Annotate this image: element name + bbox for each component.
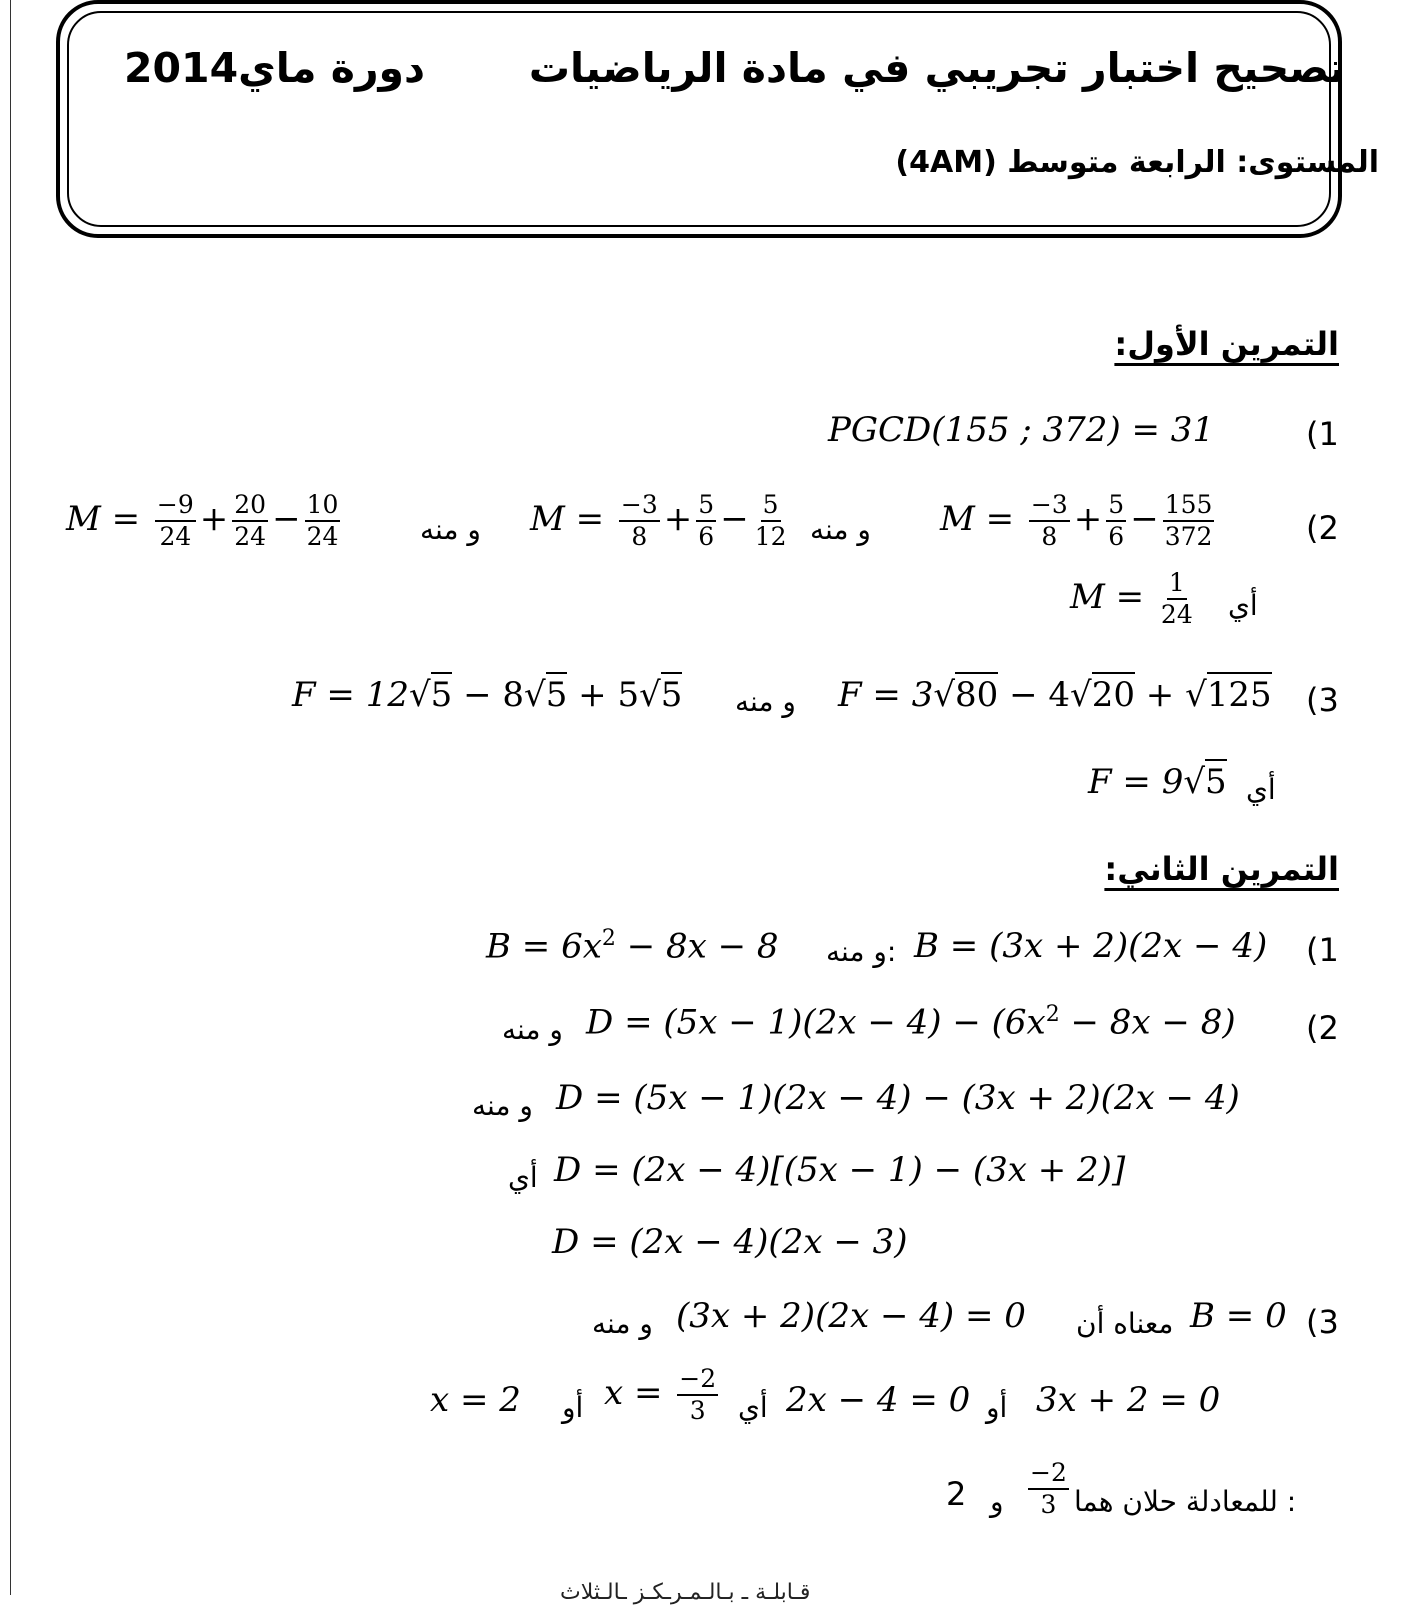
ex1-q2-expr-b: M = $\frac{-3}{8}$ + $\frac{5}{6}$ − $\frac{5}{12}$	[530, 490, 787, 551]
ex2-q1-and: و منه:	[826, 935, 897, 968]
ex2-q3-means: معناه أن	[1076, 1307, 1174, 1340]
header-frame	[56, 0, 1342, 238]
ex1-q3-and: و منه	[735, 685, 796, 718]
ex2-q3-or-1: أو	[986, 1391, 1008, 1424]
ex2-q2-line-2-and: و منه	[472, 1089, 533, 1122]
ex1-q2-expr-c: M = $\frac{-9}{24}$ + $\frac{20}{24}$ − $\frac{10}{24}$	[66, 490, 339, 551]
ex2-q3-and: و منه	[592, 1307, 653, 1340]
ex1-q2-and-2: و منه	[420, 513, 481, 546]
session-label: دورة ماي2014	[124, 44, 426, 92]
ex2-q1-expr-left: B = (3x + 2)(2x − 4)	[914, 926, 1268, 966]
ex2-q2-line-2: D = (5x − 1)(2x − 4) − (3x + 2)(2x − 4)	[556, 1078, 1240, 1118]
ex2-q3-ie: أي	[738, 1391, 768, 1424]
ex2-q3-conclusion: للمعادلة حلان هما :	[1074, 1485, 1297, 1518]
ex2-q3-product: (3x + 2)(2x − 4) = 0	[676, 1296, 1026, 1336]
ex2-q2-line-3-ie: أي	[508, 1161, 538, 1194]
footer-cutoff-text: قـابلـة ـ بـالـمـرـكـز ـالـثلاث	[560, 1580, 811, 1605]
ex1-q1-number: (1	[1306, 415, 1339, 453]
ex2-q1-number: (1	[1306, 931, 1339, 969]
ex2-q3-condition: B = 0	[1190, 1296, 1287, 1336]
ex1-q2-ie: أي	[1228, 589, 1258, 622]
page-title: تصحيح اختبار تجريبي في مادة الرياضيات	[528, 44, 1345, 92]
ex2-q3-conclusion-frac: $\frac{-2}{3}$	[1030, 1458, 1067, 1519]
ex2-q3-number: (3	[1306, 1303, 1339, 1341]
ex2-q1-expr-right: $B = 6x^2 - 8x - 8$	[486, 926, 779, 967]
ex1-q1-expression: PGCD(155 ; 372) = 31	[828, 410, 1215, 450]
ex2-q3-or-2: أو	[562, 1391, 584, 1424]
ex2-q2-line-1-and: و منه	[502, 1013, 563, 1046]
ex2-q3-sol-2: x = 2	[430, 1380, 521, 1420]
ex2-q3-eq-2: 2x − 4 = 0	[786, 1380, 971, 1420]
ex2-q3-conclusion-two: 2	[946, 1475, 967, 1513]
ex1-q2-and-1: و منه	[810, 513, 871, 546]
ex2-q3-eq-1: 3x + 2 = 0	[1036, 1380, 1221, 1420]
ex1-q3-expr-b: F = 12√5 − 8√5 + 5√5	[292, 675, 682, 715]
ex2-q2-line-3: D = (2x − 4)[(5x − 1) − (3x + 2)]	[554, 1150, 1126, 1190]
ex2-q2-line-1: $D = (5x - 1)(2x - 4) - (6x^2 - 8x - 8)$	[586, 1002, 1236, 1043]
ex2-q2-number: (2	[1306, 1009, 1339, 1047]
ex2-q3-sol-1: x = $\frac{-2}{3}$	[604, 1364, 717, 1425]
left-margin-rule	[10, 0, 11, 1595]
level-label: المستوى: الرابعة متوسط (4AM)	[895, 145, 1379, 180]
ex1-q3-number: (3	[1306, 681, 1339, 719]
ex1-q2-number: (2	[1306, 509, 1339, 547]
ex1-q2-expr-a: M = $\frac{-3}{8}$ + $\frac{5}{6}$ − $\frac{155}{372}$	[940, 490, 1213, 551]
ex1-q2-result: M = $\frac{1}{24}$	[1070, 568, 1193, 629]
ex1-q3-result: F = 9√5	[1088, 762, 1227, 802]
ex2-q2-line-4: D = (2x − 4)(2x − 3)	[552, 1222, 908, 1262]
ex1-q3-expr-a: F = 3√80 − 4√20 + √125	[838, 675, 1272, 715]
ex2-q3-conclusion-and: و	[990, 1485, 1004, 1518]
exercise-1-heading: التمرين الأول:	[1114, 325, 1339, 363]
ex1-q3-ie: أي	[1246, 773, 1276, 806]
exercise-2-heading: التمرين الثاني:	[1104, 850, 1339, 888]
